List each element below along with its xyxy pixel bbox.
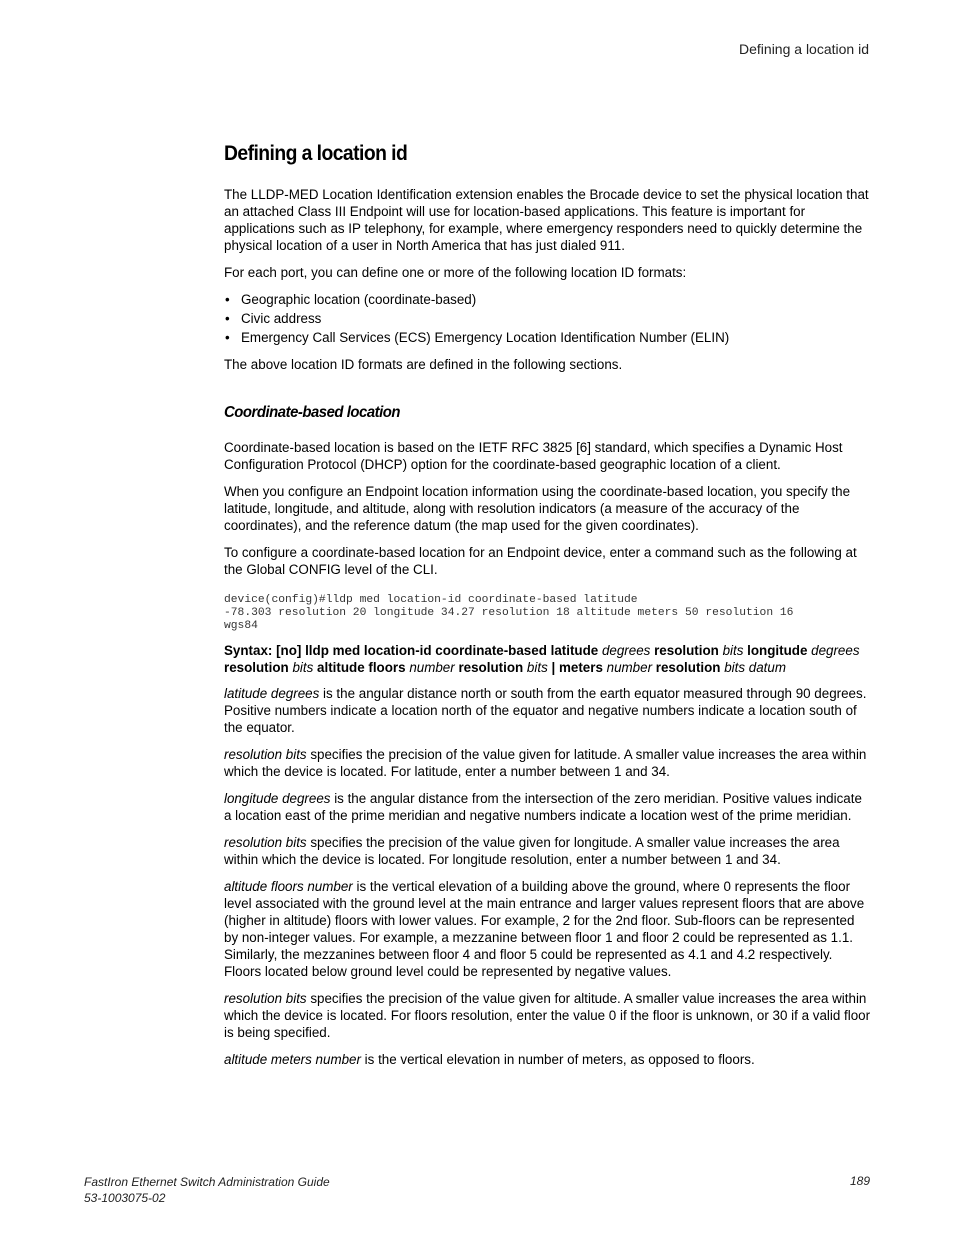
param-longitude-resolution — [224, 834, 872, 868]
paragraph-rfc: Coordinate-based location is based on the IETF RFC 3825 [6] standard, which specifies a Dynamic Host Configuration Protocol (DHCP) option for the coordinate-based geographic location of a client. — [224, 440, 843, 472]
formats-intro: For each port, you can define one or more of the following location ID formats: — [224, 265, 687, 280]
param-term: altitude meters number — [224, 1052, 361, 1067]
param-altitude-meters — [224, 1051, 872, 1068]
param-description: is the vertical elevation of a building above the ground, where 0 represents the floor level associated with the ground level at the main entrance and larger values represent floors that are above (higher in altitude) floors with lower values. For example, 2 for the 2nd floor. Sub-floors can be represented by non-integer values. For example, a mezzanine between floor 1 and floor 2 could be represented as 1.1. Similarly, the mezzanines between floor 4 and floor 5 could be represented as 4.1 and 4.2 respectively. Floors located below ground level could be represented by negative values. — [224, 879, 865, 979]
param-description: specifies the precision of the value given for latitude. A smaller value increases the area within which the device is located. For latitude, enter a number between 1 and 34. — [224, 747, 867, 779]
syntax-keyword: resolution — [655, 660, 721, 675]
running-header: Defining a location id — [739, 41, 869, 57]
page-content — [224, 140, 872, 1078]
syntax-variable: degrees — [811, 643, 860, 658]
param-altitude-resolution — [224, 990, 872, 1041]
syntax-variable: bits — [292, 660, 314, 675]
syntax-variable: bits datum — [724, 660, 787, 675]
footer-guide-title: FastIron Ethernet Switch Administration Guide — [84, 1175, 330, 1189]
param-term: resolution bits — [224, 835, 307, 850]
cli-example: device(config)#lldp med location-id coordinate-based latitude -78.303 resolution 20 longitude 34.27 resolution 18 altitude meters 50 resolution 16 wgs84 — [224, 594, 794, 632]
paragraph-configure: When you configure an Endpoint location information using the coordinate-based location, you specify the latitude, longitude, and altitude, along with resolution indicators (a measure of the accuracy of the coordinates), and the reference datum (the map used for the given coordinates). — [224, 484, 851, 533]
list-item: • Civic address — [224, 310, 872, 327]
section-title: Defining a location id — [224, 142, 408, 165]
param-term: resolution bits — [224, 991, 307, 1006]
param-latitude-degrees — [224, 685, 872, 736]
list-item: • Geographic location (coordinate-based) — [224, 291, 872, 308]
syntax-variable: number — [409, 660, 455, 675]
param-description: is the angular distance north or south from the earth equator measured through 90 degrees. Positive numbers indicate a location north of the equator and negative numbers indicate a location south of the equator. — [224, 686, 867, 735]
param-term: latitude degrees — [224, 686, 320, 701]
param-description: is the vertical elevation in number of meters, as opposed to floors. — [360, 1052, 755, 1067]
syntax-keyword: resolution — [654, 643, 719, 658]
syntax-keyword: resolution — [224, 660, 289, 675]
footer-page-number: 189 — [849, 1174, 870, 1188]
formats-outro: The above location ID formats are defined in the following sections. — [224, 357, 623, 372]
param-altitude-floors — [224, 878, 872, 980]
syntax-line — [224, 642, 872, 676]
param-description: specifies the precision of the value given for longitude. A smaller value increases the area within which the device is located. For longitude resolution, enter a number between 1 and 34. — [224, 835, 840, 867]
footer-doc-number: 53-1003075-02 — [84, 1191, 166, 1205]
paragraph-command-intro: To configure a coordinate-based location for an Endpoint device, enter a command such as the following at the Global CONFIG level of the CLI. — [224, 545, 857, 577]
formats-list — [224, 291, 872, 346]
subsection-title: Coordinate-based location — [224, 404, 401, 421]
param-term: resolution bits — [224, 747, 307, 762]
syntax-variable: bits — [722, 643, 744, 658]
param-description: specifies the precision of the value given for altitude. A smaller value increases the area within which the device is located. For floors resolution, enter the value 0 if the floor is unknown, or 30 if a valid floor is being specified. — [224, 991, 871, 1040]
intro-paragraph: The LLDP-MED Location Identification extension enables the Brocade device to set the physical location that an attached Class III Endpoint will use for location-based applications. This feature is important for applications such as IP telephony, for example, where emergency responders need to quickly determine the physical location of a user in North America that has just dialed 911. — [224, 187, 869, 253]
syntax-keyword: resolution — [458, 660, 524, 675]
syntax-keyword: Syntax: [no] lldp med location-id coordinate-based latitude — [224, 643, 599, 658]
syntax-variable: number — [606, 660, 653, 675]
list-item: • Emergency Call Services (ECS) Emergency Location Identification Number (ELIN) — [224, 329, 872, 346]
syntax-variable: bits — [526, 660, 548, 675]
syntax-keyword: altitude floors — [317, 660, 406, 675]
param-longitude-degrees — [224, 790, 872, 824]
param-term: altitude floors number — [224, 879, 353, 894]
param-term: longitude degrees — [224, 791, 331, 806]
param-description: is the angular distance from the intersection of the zero meridian. Positive values indicate a location east of the prime meridian and negative numbers indicate a location west of the prime meridian. — [224, 791, 862, 823]
syntax-variable: degrees — [601, 643, 651, 658]
footer-guide-info — [84, 1174, 330, 1206]
param-latitude-resolution — [224, 746, 872, 780]
syntax-keyword: longitude — [747, 643, 808, 658]
syntax-keyword: | meters — [551, 660, 603, 675]
